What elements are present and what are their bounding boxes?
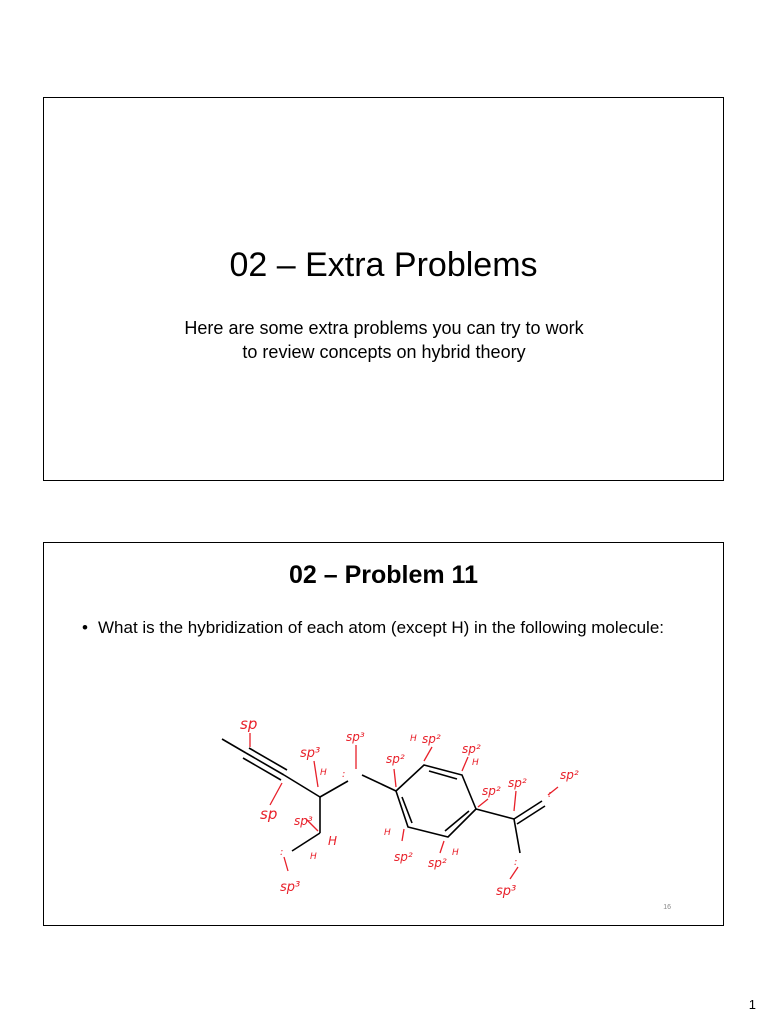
benzene-ring — [396, 765, 476, 837]
triple-bond-line-1 — [246, 753, 284, 775]
annotation-sp2: sp² — [560, 768, 579, 782]
bond — [222, 739, 246, 753]
triple-bond-line-2 — [249, 748, 287, 770]
annotation-sp2: sp² — [428, 856, 447, 870]
slide-subtitle — [104, 316, 664, 365]
annotation-sp3: sp³ — [280, 880, 301, 895]
lone-pair: : — [514, 857, 518, 868]
slide-extra-problems — [43, 97, 724, 481]
hybridization-annotations — [240, 715, 579, 899]
slide-title: 02 – Problem 11 — [288, 561, 478, 589]
annotation-sp2: sp² — [386, 752, 405, 766]
annotation-h: H — [310, 852, 317, 862]
annotation-sp2: sp² — [482, 784, 501, 798]
annotation-h: H — [384, 828, 391, 838]
bullet-dot-icon: • — [82, 618, 88, 637]
annotation-h: H — [452, 848, 459, 858]
page-number: 1 — [748, 997, 756, 1012]
bond — [476, 809, 514, 819]
annotation-sp: sp — [240, 715, 258, 733]
annotation-sp2: sp² — [422, 732, 441, 746]
lone-pair: : — [280, 847, 284, 858]
annotation-sp2: sp² — [462, 742, 481, 756]
question-text: What is the hybridization of each atom (except H) in the following molecule: — [98, 618, 664, 637]
annotation-sp3: sp³ — [294, 814, 313, 828]
annotation-h: H — [328, 834, 338, 848]
annotation-sp3: sp³ — [496, 884, 517, 899]
annotation-sp: sp — [260, 805, 278, 823]
annotation-h: H — [410, 734, 417, 744]
annotation-sp2: sp² — [394, 850, 413, 864]
slide-problem-11 — [43, 542, 724, 926]
annotation-sp3: sp³ — [300, 746, 321, 761]
slide-title: 02 – Extra Problems — [229, 246, 538, 284]
annotation-h: H — [320, 768, 327, 778]
triple-bond-line-3 — [243, 758, 281, 780]
subtitle-line-2: to review concepts on hybrid theory — [242, 342, 526, 363]
annotation-h: H — [472, 758, 479, 768]
lone-pair: : — [548, 789, 552, 800]
bond — [284, 775, 320, 797]
bond — [320, 781, 348, 797]
subtitle-line-1: Here are some extra problems you can try to work — [184, 318, 584, 338]
slide-number: 16 — [663, 904, 671, 911]
bond — [514, 819, 520, 853]
molecule-diagram — [44, 543, 725, 927]
annotation-sp2: sp² — [508, 776, 527, 790]
annotation-sp3: sp³ — [346, 730, 365, 744]
bond — [362, 775, 396, 791]
bond — [292, 833, 320, 851]
lone-pair: : — [342, 769, 346, 780]
ring-double-bond — [402, 797, 412, 823]
